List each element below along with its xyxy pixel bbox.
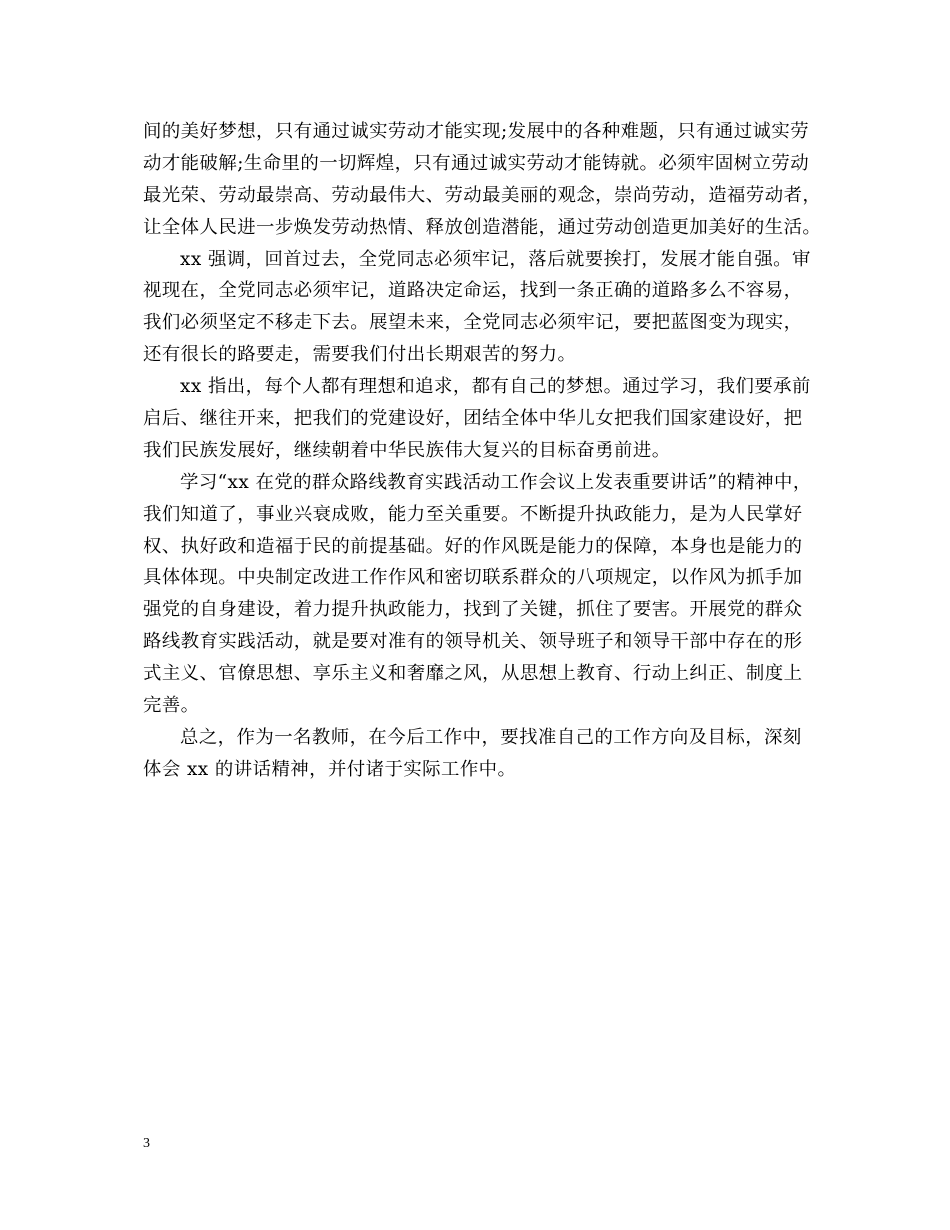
text-line: xx 指出，每个人都有理想和追求，都有自己的梦想。通过学习，我们要承前 xyxy=(180,376,811,398)
text-line: 路线教育实践活动，就是要对准有的领导机关、领导班子和领导干部中存在的形 xyxy=(143,631,803,653)
text-line: 我们民族发展好，继续朝着中华民族伟大复兴的目标奋勇前进。 xyxy=(143,439,671,461)
text-line: 还有很长的路要走，需要我们付出长期艰苦的努力。 xyxy=(143,344,577,366)
text-line: 完善。 xyxy=(143,695,200,717)
text-line: 动才能破解;生命里的一切辉煌，只有通过诚实劳动才能铸就。必须牢固树立劳动 xyxy=(143,152,810,174)
text-line: xx 强调，回首过去，全党同志必须牢记，落后就要挨打，发展才能自强。审 xyxy=(180,248,811,270)
text-line: 最光荣、劳动最崇高、劳动最伟大、劳动最美丽的观念，崇尚劳动，造福劳动者， xyxy=(143,184,822,206)
text-line: 视现在，全党同志必须牢记，道路决定命运，找到一条正确的道路多么不容易， xyxy=(143,280,803,302)
body-text xyxy=(143,116,823,786)
text-line: 我们知道了，事业兴衰成败，能力至关重要。不断提升执政能力，是为人民掌好 xyxy=(143,503,803,525)
text-line: 我们必须坚定不移走下去。展望未来，全党同志必须牢记，要把蓝图变为现实， xyxy=(143,312,803,334)
text-line: 启后、继往开来，把我们的党建设好，团结全体中华儿女把我们国家建设好，把 xyxy=(143,408,803,430)
text-line: 间的美好梦想，只有通过诚实劳动才能实现;发展中的各种难题，只有通过诚实劳 xyxy=(143,121,810,142)
page-number: 3 xyxy=(143,1136,150,1151)
text-line: 总之，作为一名教师，在今后工作中，要找准自己的工作方向及目标，深刻 xyxy=(180,726,802,748)
text-line: 式主义、官僚思想、享乐主义和奢靡之风，从思想上教育、行动上纠正、制度上 xyxy=(143,663,803,685)
text-line: 学习“xx 在党的群众路线教育实践活动工作会议上发表重要讲话”的精神中， xyxy=(180,471,812,493)
text-line: 权、执好政和造福于民的前提基础。好的作风既是能力的保障，本身也是能力的 xyxy=(143,535,803,557)
text-line: 体会 xx 的讲话精神，并付诸于实际工作中。 xyxy=(143,758,517,780)
text-line: 让全体人民进一步焕发劳动热情、释放创造潜能，通过劳动创造更加美好的生活。 xyxy=(143,216,822,238)
text-line: 强党的自身建设，着力提升执政能力，找到了关键，抓住了要害。开展党的群众 xyxy=(143,599,803,621)
text-line: 具体体现。中央制定改进工作作风和密切联系群众的八项规定，以作风为抓手加 xyxy=(143,567,803,589)
